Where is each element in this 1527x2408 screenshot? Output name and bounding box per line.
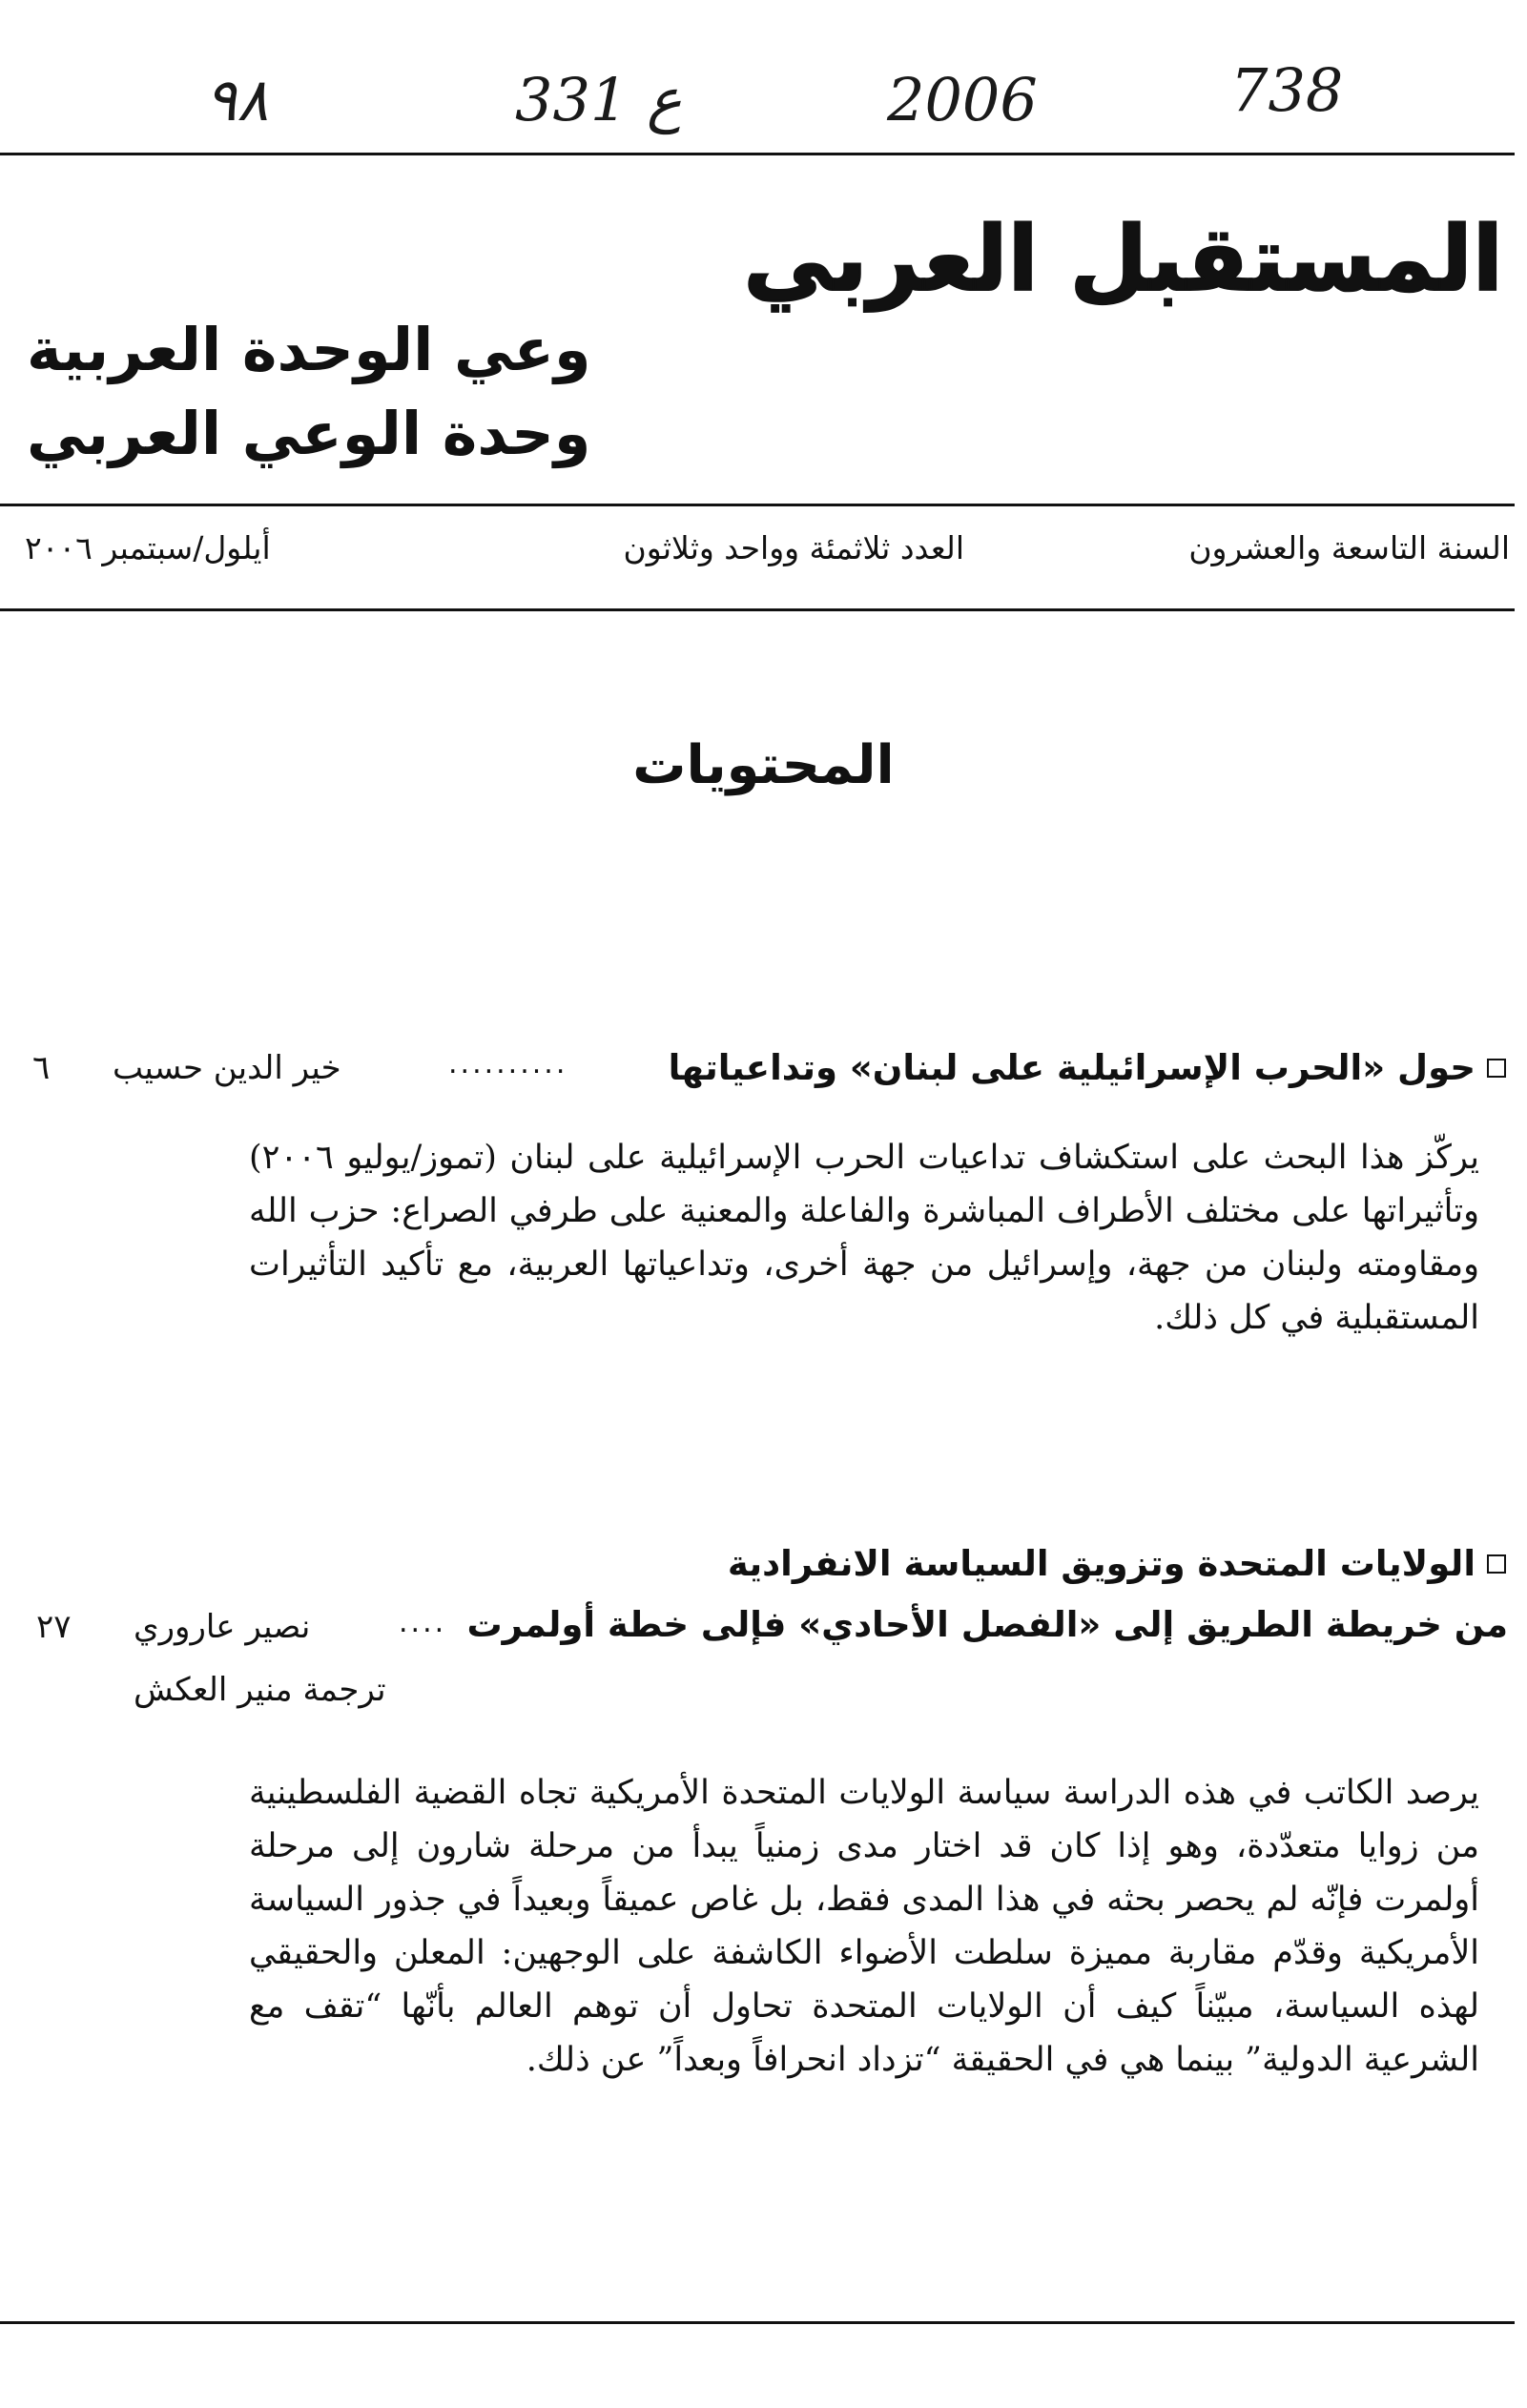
handwritten-serial: 738 [1230, 55, 1344, 125]
contents-title: المحتويات [632, 734, 895, 796]
issue-rule [0, 608, 1515, 611]
handwritten-class-code: 331 ع [515, 65, 683, 134]
entry-1-author: خير الدين حسيب [113, 1049, 341, 1087]
bottom-rule [0, 2321, 1515, 2324]
entry-1-dots: .......... [448, 1047, 568, 1081]
entry-2-author: نصير عاروري [134, 1608, 311, 1646]
journal-logo: المستقبل العربي [743, 208, 1503, 312]
handwritten-year: 2006 [887, 65, 1038, 134]
entry-1-title [669, 1047, 1506, 1088]
entry-1-page: ٦ [32, 1049, 51, 1087]
entry-1-abstract: يركّز هذا البحث على استكشاف تداعيات الحرب الإسرائيلية على لبنان (تموز/يوليو ٢٠٠٦) وتأثيراتها على مختلف الأطراف المباشرة والفاعلة والمعنية على طرفي الصراع: حزب الله ومقاومته ولبنان من جهة، وإسرائيل من جهة أخرى، وتداعياتها العربية، مع تأكيد التأثيرات المستقبلية في كل ذلك. [249, 1139, 1479, 1337]
top-rule [0, 153, 1515, 155]
entry-2-title-line-2-text: من خريطة الطريق إلى «الفصل الأحادي» فإلى خطة أولمرت [466, 1604, 1508, 1645]
issue-date: أيلول/سبتمبر ٢٠٠٦ [25, 529, 271, 566]
issue-year: السنة التاسعة والعشرون [1188, 529, 1510, 566]
entry-2-title-line-1 [728, 1543, 1506, 1584]
entry-2-abstract: يرصد الكاتب في هذه الدراسة سياسة الولايات المتحدة الأمريكية تجاه القضية الفلسطينية من زوايا متعدّدة، وهو إذا كان قد اختار مدى زمنياً يبدأ من مرحلة شارون إلى مرحلة أولمرت فإنّه لم يحصر بحثه في هذا المدى فقط، بل غاص عميقاً وبعيداً في جذور السياسة الأمريكية وقدّم مقاربة مميزة سلطت الأضواء الكاشفة على الوجهين: المعلن والحقيقي لهذه السياسة، مبيّناً كيف أن الولايات المتحدة تحاول أن توهم العالم بأنّها “تقف مع الشرعية الدولية” بينما هي في الحقيقة “تزداد انحرافاً وبعداً” عن ذلك. [249, 1774, 1479, 2079]
issue-number: العدد ثلاثمئة وواحد وثلاثون [623, 529, 964, 566]
entry-2-title-line-1-text: الولايات المتحدة وتزويق السياسة الانفرادية [727, 1543, 1475, 1584]
slogan-line-1: وعي الوحدة العربية [27, 315, 591, 384]
checkbox-icon [1487, 1554, 1506, 1574]
checkbox-icon [1487, 1059, 1506, 1078]
entry-1-title-text: حول «الحرب الإسرائيلية على لبنان» وتداعياتها [668, 1047, 1475, 1088]
entry-2-dots: .... [399, 1606, 447, 1639]
handwritten-call-number: ٩٨ [205, 65, 269, 134]
masthead-rule [0, 504, 1515, 506]
entry-2-translator: ترجمة منير العكش [134, 1671, 386, 1709]
entry-2-title-line-2 [466, 1604, 1508, 1645]
entry-2-page: ٢٧ [36, 1608, 72, 1646]
slogan-line-2: وحدة الوعي العربي [27, 399, 591, 468]
